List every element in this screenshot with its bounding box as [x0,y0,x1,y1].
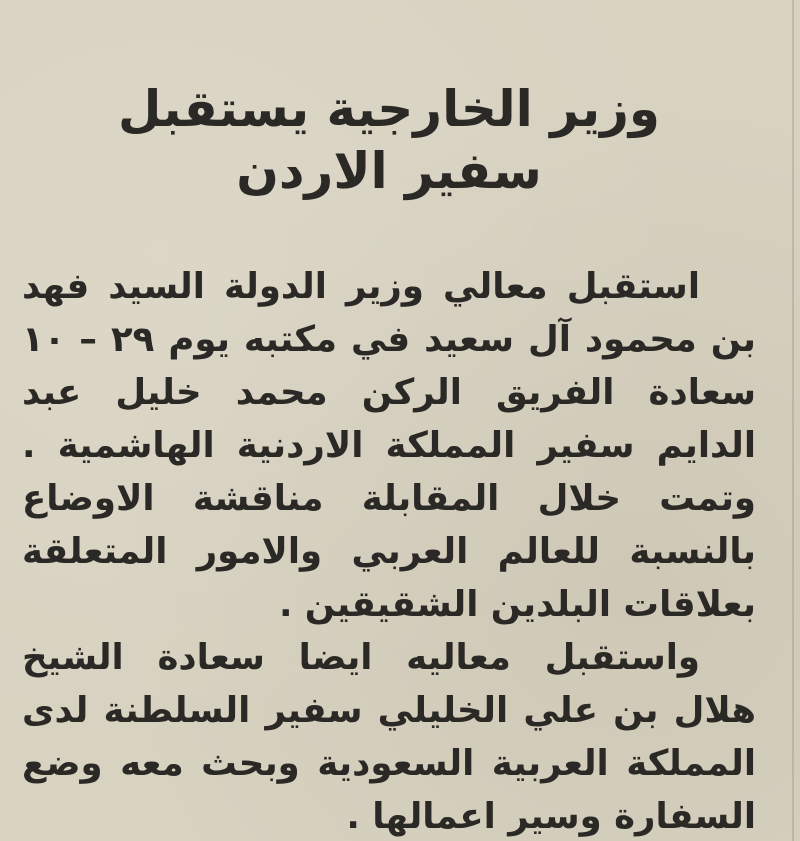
article-headline [22,78,756,202]
column-rule [792,0,794,841]
headline-line-2: سفير الاردن [236,142,542,200]
paragraph-2: واستقبل معاليه ايضا سعادة الشيخ هلال بن علي الخليلي سفير السلطنة لدى المملكة العربية السعودية وبحث معه وضع السفارة وسير اعمالها . [22,637,756,837]
paragraph-1: استقبل معالي وزير الدولة السيد فهد بن محمود آل سعيد في مكتبه يوم ٢٩ – ١٠ سعادة الفريق الركن محمد خليل عبد الدايم سفير المملكة الاردنية الهاشمية . وتمت خلال المقابلة مناقشة الاوضاع بالنسبة للعالم العربي والامور المتعلقة بعلاقات البلدين الشقيقين . [22,266,756,625]
headline-line-1: وزير الخارجية يستقبل [118,80,660,138]
article-body [22,260,756,841]
